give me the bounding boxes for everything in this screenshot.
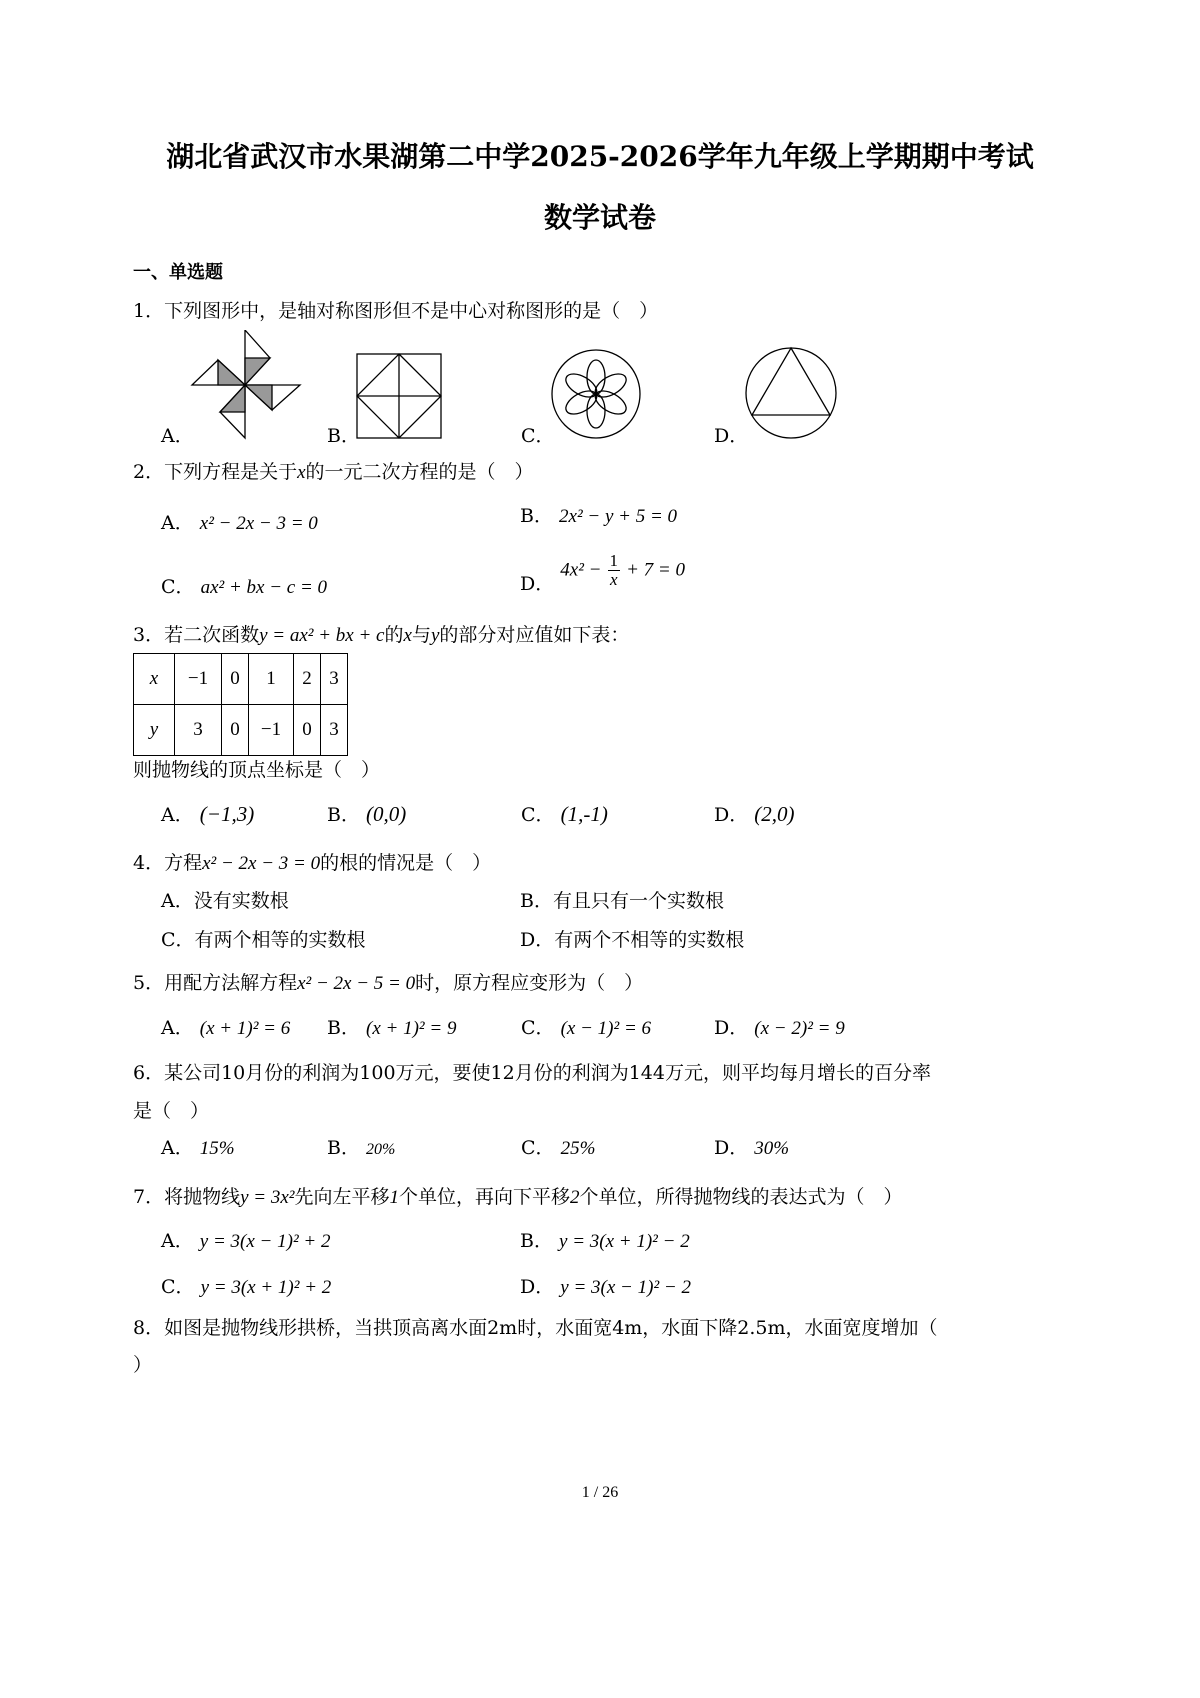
q2-option-b: B． 2x² − y + 5 = 0 bbox=[520, 505, 678, 527]
q5-option-c: C． (x − 1)² = 6 bbox=[521, 1017, 652, 1039]
q2-option-c-equation: ax² + bx − c = 0 bbox=[200, 577, 328, 598]
q2-option-a: A． x² − 2x − 3 = 0 bbox=[161, 512, 318, 534]
q3-option-d: D． (2,0) bbox=[714, 802, 795, 826]
q2-option-d-fraction: $\frac{1}{x}$ bbox=[609, 551, 619, 589]
table-cell: 0 bbox=[294, 705, 321, 756]
q5-option-d: D． (x − 2)² = 9 bbox=[714, 1017, 845, 1039]
pinwheel-figure bbox=[188, 330, 303, 440]
value-table bbox=[133, 653, 348, 756]
q2-option-d: D． 4x² − $\frac{1}{x}$ + 7 = 0 bbox=[520, 551, 685, 595]
question-7-stem: 7．将抛物线y = 3x²先向左平移1个单位，再向下平移2个单位，所得抛物线的表达式为（ ） bbox=[133, 1186, 903, 1208]
page-subtitle: 数学试卷 bbox=[543, 201, 656, 234]
q4-option-b: B．有且只有一个实数根 bbox=[520, 890, 724, 912]
q4-option-d: D．有两个不相等的实数根 bbox=[520, 929, 745, 951]
q3-option-a: A． (−1,3) bbox=[161, 802, 255, 826]
q4-option-a: A．没有实数根 bbox=[161, 890, 289, 912]
table-cell: 0 bbox=[222, 705, 249, 756]
section-heading: 一、单选题 bbox=[133, 262, 223, 283]
table-cell: 3 bbox=[321, 654, 348, 705]
question-3-followup: 则抛物线的顶点坐标是（ ） bbox=[133, 759, 381, 781]
question-3-stem: 3．若二次函数y = ax² + bx + c的x与y的部分对应值如下表： bbox=[133, 624, 630, 646]
question-6-stem-line2: 是（ ） bbox=[133, 1100, 210, 1122]
q4-option-c: C．有两个相等的实数根 bbox=[161, 929, 366, 951]
q1-option-c-label: C． bbox=[521, 425, 555, 447]
table-cell: −1 bbox=[175, 654, 222, 705]
table-cell: 0 bbox=[222, 654, 249, 705]
q6-option-b: B． 20% bbox=[327, 1137, 396, 1159]
q6-option-a: A． 15% bbox=[161, 1137, 235, 1159]
question-8-stem-line1: 8．如图是抛物线形拱桥，当拱顶高离水面2m时，水面宽4m，水面下降2.5m，水面宽度增加（ bbox=[133, 1317, 938, 1339]
q1-option-d-label: D． bbox=[714, 425, 749, 447]
q7-option-b: B． y = 3(x + 1)² − 2 bbox=[520, 1230, 690, 1252]
q3-option-b: B． (0,0) bbox=[327, 802, 407, 826]
table-cell: 3 bbox=[175, 705, 222, 756]
q7-option-a: A． y = 3(x − 1)² + 2 bbox=[161, 1230, 331, 1252]
question-5-stem: 5．用配方法解方程x² − 2x − 5 = 0时，原方程应变形为（ ） bbox=[133, 972, 644, 994]
table-row bbox=[134, 654, 348, 705]
table-cell: 3 bbox=[321, 705, 348, 756]
table-cell: 2 bbox=[294, 654, 321, 705]
q5-option-a: A． (x + 1)² = 6 bbox=[161, 1017, 291, 1039]
q1-option-a-label: A． bbox=[161, 425, 194, 447]
table-cell: x bbox=[134, 654, 175, 705]
circle-triangle-figure bbox=[744, 346, 838, 440]
q2-option-b-equation: 2x² − y + 5 = 0 bbox=[559, 506, 678, 527]
page-number: 1 / 26 bbox=[581, 1484, 619, 1501]
flower-circle-figure bbox=[550, 348, 642, 440]
q7-option-c: C． y = 3(x + 1)² + 2 bbox=[161, 1276, 332, 1298]
q6-option-c: C． 25% bbox=[521, 1137, 596, 1159]
square-diamond-figure bbox=[356, 353, 442, 439]
q2-option-a-equation: x² − 2x − 3 = 0 bbox=[199, 513, 318, 534]
q3-option-c: C． (1,-1) bbox=[521, 802, 608, 826]
table-cell: y bbox=[134, 705, 175, 756]
q6-option-d: D． 30% bbox=[714, 1137, 790, 1159]
page-title: 湖北省武汉市水果湖第二中学2025-2026学年九年级上学期期中考试 bbox=[166, 140, 1034, 173]
table-cell: 1 bbox=[249, 654, 294, 705]
question-2-stem: 2．下列方程是关于x的一元二次方程的是（ ） bbox=[133, 461, 534, 483]
question-4-stem: 4．方程x² − 2x − 3 = 0的根的情况是（ ） bbox=[133, 852, 492, 874]
q1-option-b-label: B． bbox=[327, 425, 360, 447]
question-8-stem-line2: ） bbox=[133, 1354, 153, 1376]
q7-option-d: D． y = 3(x − 1)² − 2 bbox=[520, 1276, 691, 1298]
q5-option-b: B． (x + 1)² = 9 bbox=[327, 1017, 457, 1039]
q2-option-c: C． ax² + bx − c = 0 bbox=[161, 576, 328, 598]
table-row bbox=[134, 705, 348, 756]
question-6-stem-line1: 6．某公司10月份的利润为100万元，要使12月份的利润为144万元，则平均每月增长的百分率 bbox=[133, 1062, 931, 1084]
question-1-stem: 1．下列图形中，是轴对称图形但不是中心对称图形的是（ ） bbox=[133, 300, 659, 322]
table-cell: −1 bbox=[249, 705, 294, 756]
